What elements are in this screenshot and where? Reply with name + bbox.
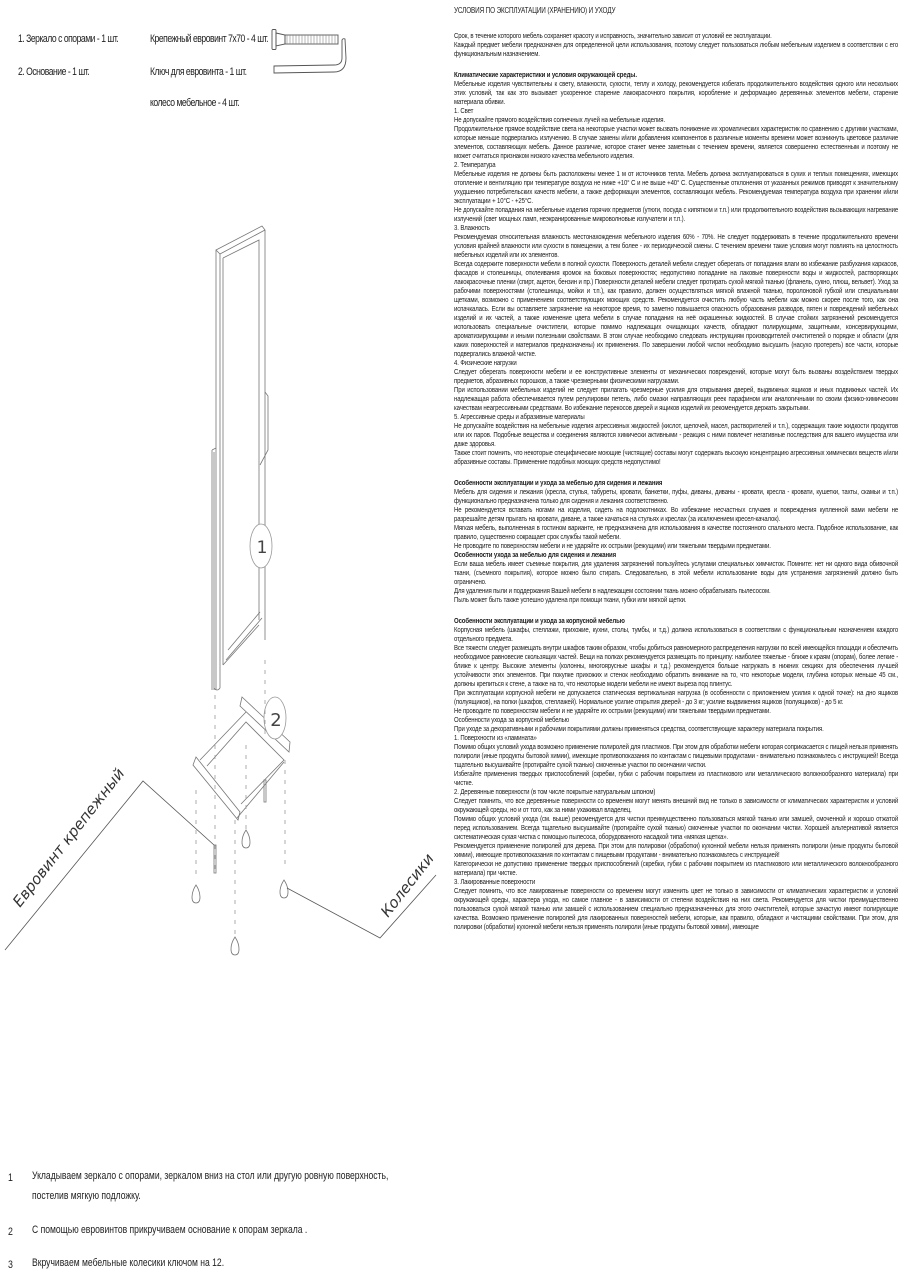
paragraph: Если ваша мебель имеет съемные покрытия, для удаления загрязнений пользуйтесь услугами специальных химчисток. Помните: нет ни одного вида обивочной ткани, (съемного покрытия), которое можно было стирать. Следовательно, в этой мебели использование воды для устранения загрязнений должно быть ограничено. — [454, 559, 899, 586]
paragraph: Всегда содержите поверхности мебели в полной сухости. Поверхность деталей мебели следует оберегать от попадания влаги во избежание разбухания каркасов, фасадов и столешницы, отклеивания кромок на боковых поверхностях; недопустимо попадание на лаковые поверхности воды и жидкостей, растворяющих лакокрасочные пленки (спирт, ацетон, бензин и пр.) Поверхности деталей мебели следует протирать сухой мягкой тканью (фланель, сукно, плющ, вельвет). Уход за рабочими поверхностями (столешницы, мойки и т.п.), как правило, должен осуществляться мягкой влажной тканью, поролоновой губкой или специальными щетками, возможно с применением соответствующих моющих средств. Рекомендуется очистить любую часть мебели как можно скорее после того, как она испачкалась. Если вы оставляете загрязнение на некоторое время, то заметно повышается опасность образования разводов, пятен и повреждений мебельных изделий и их частей, а также изменение цвета мебели в случае попадания на неё окрашенных жидкостей. В случае стойких загрязнений рекомендуется использовать специальные очистители, которые помимо надлежащих очищающих качеств, обладают полирующими, защитными, консервирующими, ароматизирующими и иными полезными свойствами. В этом случае необходимо следовать инструкциям производителей очистителей о порядке и области (для каких поверхностей и материалов предназначены) их применения. По завершении любой чистки необходимо высушить (насухо протереть) все части, которые подвергались влажной чистке. — [454, 259, 899, 358]
paragraph: Следует помнить, что все деревянные поверхности со временем могут менять внешний вид не только в зависимости от климатических характеристик и условий окружающей среды, но и от того, как за ними ухаживал владелец. — [454, 796, 899, 814]
step-1-number: 1 — [8, 1172, 13, 1184]
paragraph: При использовании мебельных изделий не следует прилагать чрезмерные усилия для открывания дверей, выдвижных ящиков и иных подвижных частей. Их надлежащая работа обеспечивается путем регулировки петель, либо смазки направляющих реек парафином или аналогичными по своим физико-химическим качествам неагрессивными средствами. Во избежание перекосов дверей и ящиков изделий их рекомендуется держать закрытыми. — [454, 385, 899, 412]
section-heading-cabinet-care: Особенности ухода за корпусной мебелью — [454, 715, 570, 724]
subsection-physical: 4. Физические нагрузки — [454, 358, 517, 367]
step-1-line-1: Укладываем зеркало с опорами, зеркалом вниз на стол или другую ровную поверхность, — [32, 1170, 389, 1182]
paragraph: Продолжительное прямое воздействие света на некоторые участки может вызвать понижение их хроматических характеристик по сравнению с другими участками, которые меньше подвергались излучению. В случае замены и/или добавления компонентов в различные моменты времени может возникнуть цветовое различие элементов, составляющих мебель. Данное различие, которое станет менее заметным с течением времени, является совершенно естественным и поэтому не может считаться признаком низкого качества мебельного изделия. — [454, 124, 899, 160]
assembly-diagram — [0, 150, 440, 980]
paragraph: Все тяжести следует размещать внутри шкафов таким образом, чтобы добиться равномерного распределения нагрузки по всей имеющейся площади и обеспечить необходимое равновесие скользящих частей. Вещи на полках рекомендуется размещать по принципу: наиболее тяжелые - ближе к краям (опорам), более легкие - ближе к центру. Высокие элементы (колонны, многоярусные шкафы и т.д.) рекомендуется больше нагружать в нижних секциях для обеспечения лучшей устойчивости этих элементов. При покупке прихожих и стенок необходимо обратить внимание на то, что некоторые модели, глубина которых меньше 45 см., должны крепиться к стене, а также на то, что некоторые модели мебели не имеют выреза под плинтус. — [454, 643, 899, 688]
paragraph: Рекомендуется применение полиролей для дерева. При этом для полировки (обработки) кухонной мебели нельзя применять полироли (иные продукты бытовой химии), имеющие противопоказания по контактам с пищевыми продуктами - внимательно познакомьтесь с инструкцией! — [454, 841, 899, 859]
paragraph: Для удаления пыли и поддержания Вашей мебели в надлежащем состоянии ткань можно обрабатывать пылесосом. — [454, 586, 771, 595]
paragraph: Рекомендуемая относительная влажность местонахождения мебельного изделия 60% - 70%. Не следует поддерживать в течение продолжительного времени условия крайней влажности или сухости в помещении, а тем более - их периодической смены. С течением времени такие условия могут повлиять на целостность мебельных изделий или их элементов. — [454, 232, 899, 259]
subsection-light: 1. Свет — [454, 106, 474, 115]
paragraph: Избегайте применения твердых приспособлений (скребки, губки с рабочим покрытием из пластикового или металлического волокнообразного материала) при чистке. — [454, 769, 899, 787]
paragraph: Не допускайте попадания на мебельные изделия горячих предметов (утюги, посуда с кипятком и т.п.) или продолжительного воздействия вызывающих нагревание излучений (свет мощных ламп, неэкранированные микроволновые излучатели и т.п.). — [454, 205, 899, 223]
paragraph: Мебельные изделия чувствительны к свету, влажности, сухости, теплу и холоду, рекомендуется избегать продолжительного воздействия одного или нескольких этих условий, так как это вызывает ускоренное старение лакокрасочного покрытия, коробление и деформацию деревянных элементов мебели, старение материала обивки. — [454, 79, 899, 106]
paragraph: Корпусная мебель (шкафы, стеллажи, прихожие, кухни, столы, тумбы, и т.д.) должна использоваться в соответствии с функциональным назначением каждого отдельного предмета. — [454, 625, 899, 643]
callout-1-label: 1 — [256, 538, 268, 558]
step-1-line-2: постелив мягкую подложку. — [32, 1190, 141, 1202]
intro-paragraph: Срок, в течение которого мебель сохраняет красоту и исправность, значительно зависит от условий ее эксплуатации. — [454, 31, 772, 40]
subsection-lacquer: 3. Лакированные поверхности — [454, 877, 536, 886]
step-1-text — [32, 1166, 388, 1206]
callout-2-label: 2 — [270, 710, 282, 731]
step-2-number: 2 — [8, 1226, 13, 1238]
paragraph: При эксплуатации корпусной мебели не допускается статическая вертикальная нагрузка (в особенности с приложением усилия к одной точке): на дно ящиков (полуящиков), на полки (шкафов, стеллажей). Нормальное усилие открытия дверей - до 3 кг; усилие выдвижения ящиков (полуящиков) - до 5 кг. — [454, 688, 899, 706]
section-heading-climate: Климатические характеристики и условия окружающей среды. — [454, 70, 637, 79]
wheel — [280, 880, 288, 898]
paragraph: Не проводите по поверхностям мебели и не ударяйте их острыми (режущими) или тяжелыми твердыми предметами. — [454, 541, 771, 550]
paragraph: Не допускайте прямого воздействия солнечных лучей на мебельные изделия. — [454, 115, 666, 124]
document-title: УСЛОВИЯ ПО ЭКСПЛУАТАЦИИ (ХРАНЕНИЮ) И УХОДУ — [454, 6, 616, 15]
paragraph: Помимо общих условий ухода возможно применение полиролей для пластиков. При этом для обработки мебели которая соприкасается с пищей нельзя применять полироли (иные продукты бытовой химии), имеющие противопоказания по контактам с пищевыми продуктами - внимательно познакомьтесь с инструкцией! Всегда тщательно высушивайте (протирайте сухой тканью) смоченные участки по окончании чистки. — [454, 742, 899, 769]
subsection-aggressive: 5. Агрессивные среды и абразивные материалы — [454, 412, 585, 421]
care-instructions-document — [454, 6, 898, 931]
screw-label: Евровинт крепежный — [8, 764, 129, 911]
wheel — [231, 937, 239, 955]
section-heading-seating-care: Особенности ухода за мебелью для сидения и лежания — [454, 550, 617, 559]
part-wheel: колесо мебельное - 4 шт. — [150, 97, 240, 109]
part-base: 2. Основание - 1 шт. — [18, 66, 90, 78]
paragraph: Не проводите по поверхностям мебели и не ударяйте их острыми (режущими) или тяжелыми твердыми предметами. — [454, 706, 771, 715]
subsection-humidity: 3. Влажность — [454, 223, 490, 232]
part-mirror: 1. Зеркало с опорами - 1 шт. — [18, 33, 119, 45]
section-heading-seating: Особенности эксплуатации и ухода за мебелью для сидения и лежания — [454, 478, 663, 487]
hex-key-icon — [270, 38, 350, 88]
paragraph: Не рекомендуется вставать ногами на изделия, сидеть на подлокотниках. Во избежание несчастных случаев и повреждения купленной вами мебели не разрешайте детям прыгать на кровати, диване, а также качаться на стульях и креслах (за исключением кресел-качалок). — [454, 505, 899, 523]
paragraph: Следует оберегать поверхности мебели и ее конструктивные элементы от механических повреждений, которые могут быть вызваны воздействием твердых предметов, абразивных порошков, а также чрезмерными физическими нагрузками. — [454, 367, 899, 385]
wheel — [192, 885, 200, 903]
step-3-number: 3 — [8, 1259, 13, 1271]
paragraph: При уходе за декоративными и рабочими покрытиями должны применяться средства, соответствующие характеру материала покрытия. — [454, 724, 824, 733]
paragraph: Не допускайте воздействия на мебельные изделия агрессивных жидкостей (кислот, щелочей, масел, растворителей и т.п.), содержащих такие жидкости продуктов или их паров. Подобные вещества и соединения являются химически активными - реакция с ними повлечет негативные последствия для вашего имущества или даже здоровья. — [454, 421, 899, 448]
paragraph: Мебель для сидения и лежания (кресла, стулья, табуреты, кровати, банкетки, пуфы, диваны, диваны - кровати, кресла - кровати, кушетки, тахты, скамьи и т.п.) функционально предназначена только для сидения и лежания соответственно. — [454, 487, 899, 505]
part-euroscrew: Крепежный евровинт 7х70 - 4 шт. — [150, 33, 269, 45]
paragraph: Мебельные изделия не должны быть расположены менее 1 м от источников тепла. Мебель должна эксплуатироваться в сухих и теплых помещениях, имеющих отопление и вентиляцию при температуре воздуха не ниже +10° С и не выше +40° С. Существенные отклонения от указанных режимов приводят к значительному ухудшению потребительских качеств мебели, а также деформации элементов, составляющих мебель. Рекомендуемая температура воздуха при хранении и/или эксплуатации + 10°С - +25°С. — [454, 169, 899, 205]
subsection-temperature: 2. Температура — [454, 160, 496, 169]
wheels-label: Колесики — [376, 849, 438, 921]
paragraph: Помимо общих условий ухода (см. выше) рекомендуется для чистки преимущественно пользоваться мягкой тканью или замшей, смоченной и хорошо отжатой перед использованием. Всегда тщательно высушивайте (протирайте сухой тканью) смоченные участки по окончании чистки. Хорошей альтернативой является систематическая сухая чистка с помощью пылесоса, оборудованного насадкой типа «мягкая щетка». — [454, 814, 899, 841]
paragraph: Категорически не допустимо применение твердых приспособлений (скребки, губки с рабочим покрытием из пластикового или металлического волокнообразного материала) при чистке. — [454, 859, 899, 877]
paragraph: Следует помнить, что все лакированные поверхности со временем могут изменить цвет не только в зависимости от климатических характеристик и условий окружающей среды, характера ухода, но самое главное - в зависимости от степени воздействия на них света. Рекомендуется для чистки преимущественно пользоваться сухой мягкой тканью или замшей с использованием специально предназначенных для этого очистителей, которые зачастую имеют полирующие качества. Возможно применение полиролей для лакированных поверхностей мебели, которые, как правило, обладают и чистящими свойствами. При этом, для полировки (обработки) кухонной мебели нельзя применять полироли (иные продукты бытовой химии), имеющие — [454, 886, 899, 931]
intro-paragraph: Каждый предмет мебели предназначен для определенной цели использования, поэтому следует пользоваться любым мебельным изделием в соответствии с его функциональным назначением. — [454, 40, 899, 58]
paragraph: Мягкая мебель, выполненная в гостином варианте, не предназначена для использования в качестве постоянного спального места. Подобное использование, как правило, существенно сокращает срок службы такой мебели. — [454, 523, 899, 541]
mirror-frame — [212, 226, 268, 690]
step-3-text: Вкручиваем мебельные колесики ключом на 12. — [32, 1257, 225, 1269]
section-heading-cabinet: Особенности эксплуатации и ухода за корпусной мебелью — [454, 616, 625, 625]
part-key: Ключ для евровинта - 1 шт. — [150, 66, 247, 78]
subsection-wood: 2. Деревянные поверхности (в том числе покрытые натуральным шпоном) — [454, 787, 656, 796]
step-2-text: С помощью евровинтов прикручиваем основание к опорам зеркала . — [32, 1224, 308, 1236]
subsection-laminate: 1. Поверхности из «ламината» — [454, 733, 537, 742]
paragraph: Пыль может быть также успешно удалена при помощи ткани, губки или мягкой щетки. — [454, 595, 687, 604]
paragraph: Также стоит помнить, что некоторые специфические моющие (чистящие) составы могут содержать высокую концентрацию агрессивных химических веществ и/или абразивные составы. Применение подобных моющих средств недопустимо! — [454, 448, 899, 466]
wheel — [242, 830, 250, 848]
